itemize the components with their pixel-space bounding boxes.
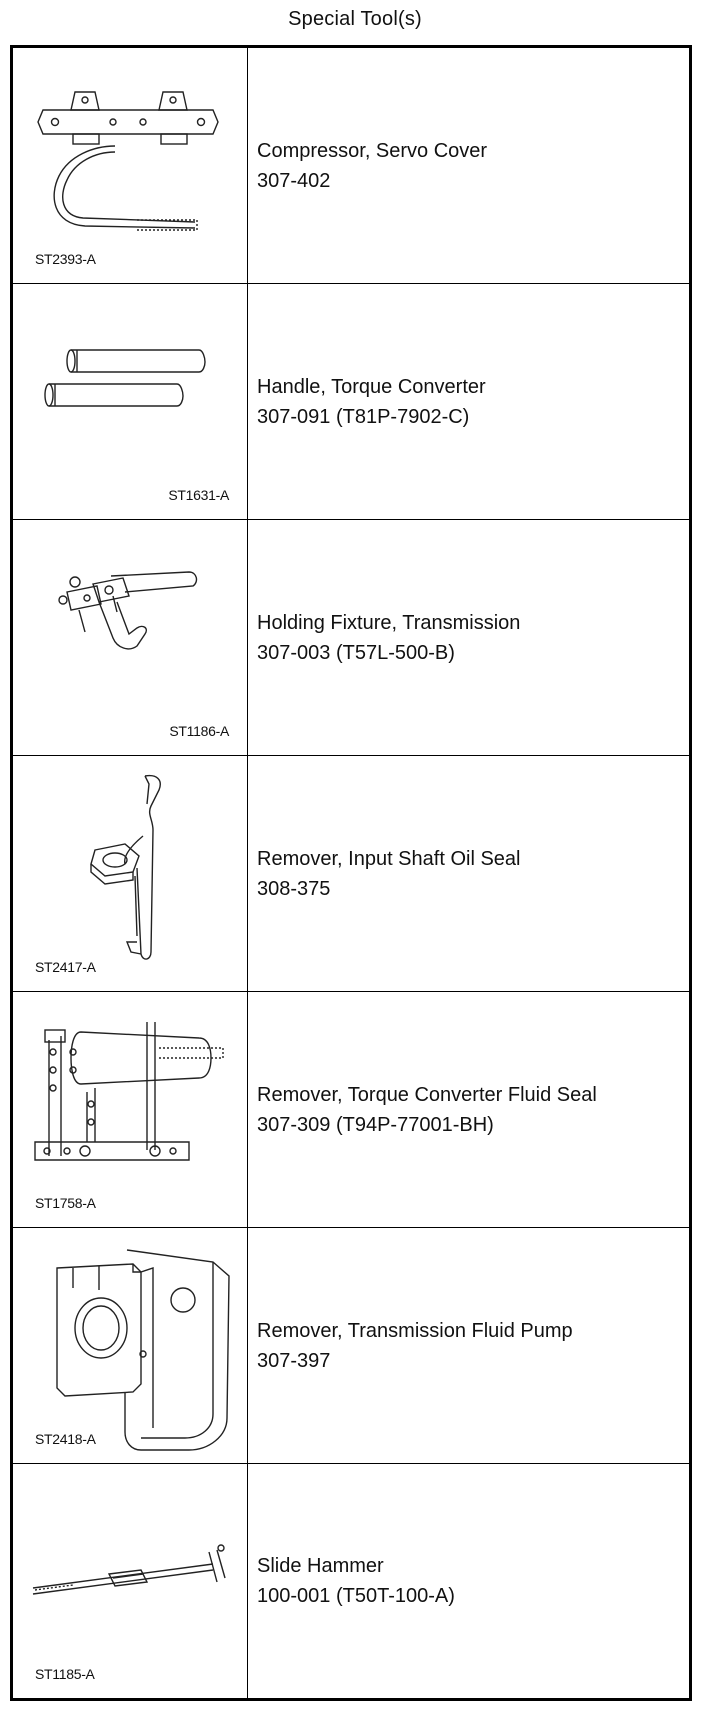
tool-name: Remover, Torque Converter Fluid Seal — [257, 1083, 597, 1106]
torque-converter-handle-illustration — [13, 284, 248, 518]
input-shaft-seal-remover-illustration — [13, 756, 248, 990]
tool-description-cell — [248, 520, 689, 755]
tool-name: Compressor, Servo Cover — [257, 139, 488, 162]
table-row — [13, 520, 689, 756]
tool-illustration-cell — [13, 48, 248, 283]
tool-illustration-cell — [13, 284, 248, 519]
torque-converter-seal-remover-illustration — [13, 992, 248, 1226]
tool-code: ST2417-A — [35, 959, 96, 975]
table-row — [13, 992, 689, 1228]
tool-code: ST1631-A — [168, 487, 229, 503]
tool-name: Remover, Transmission Fluid Pump — [257, 1319, 573, 1342]
table-row — [13, 1464, 689, 1698]
tool-description-cell — [248, 992, 689, 1227]
tool-description-cell — [248, 1464, 689, 1698]
tool-code: ST2393-A — [35, 251, 96, 267]
tool-description-cell — [248, 284, 689, 519]
table-row — [13, 48, 689, 284]
holding-fixture-illustration — [13, 520, 248, 754]
tool-number: 100-001 (T50T-100-A) — [257, 1585, 455, 1607]
tool-name: Remover, Input Shaft Oil Seal — [257, 847, 521, 870]
slide-hammer-illustration — [13, 1464, 248, 1698]
tool-number: 307-309 (T94P-77001-BH) — [257, 1113, 494, 1136]
tool-illustration-cell — [13, 992, 248, 1227]
tool-number: 307-091 (T81P-7902-C) — [257, 405, 470, 428]
tool-illustration-cell — [13, 756, 248, 991]
table-row — [13, 284, 689, 520]
tool-name: Slide Hammer — [257, 1555, 384, 1577]
special-tools-table — [10, 45, 692, 1701]
tool-illustration-cell — [13, 1464, 248, 1698]
tool-code: ST1186-A — [169, 723, 229, 739]
tool-illustration-cell — [13, 520, 248, 755]
tool-description-cell — [248, 48, 689, 283]
tool-description-cell — [248, 1228, 689, 1463]
table-row — [13, 756, 689, 992]
tool-code: ST2418-A — [35, 1431, 96, 1447]
tool-number: 307-397 — [257, 1349, 331, 1372]
tool-name: Holding Fixture, Transmission — [257, 611, 521, 634]
fluid-pump-remover-illustration — [13, 1228, 248, 1462]
tool-description-cell — [248, 756, 689, 991]
tool-illustration-cell — [13, 1228, 248, 1463]
tool-code: ST1185-A — [35, 1666, 95, 1682]
tool-code: ST1758-A — [35, 1195, 96, 1211]
tool-number: 307-003 (T57L-500-B) — [257, 641, 455, 664]
tool-number: 308-375 — [257, 877, 331, 900]
tool-number: 307-402 — [257, 169, 331, 192]
table-row — [13, 1228, 689, 1464]
servo-cover-compressor-illustration — [13, 48, 248, 282]
page-title: Special Tool(s) — [288, 8, 422, 30]
tool-name: Handle, Torque Converter — [257, 375, 486, 398]
